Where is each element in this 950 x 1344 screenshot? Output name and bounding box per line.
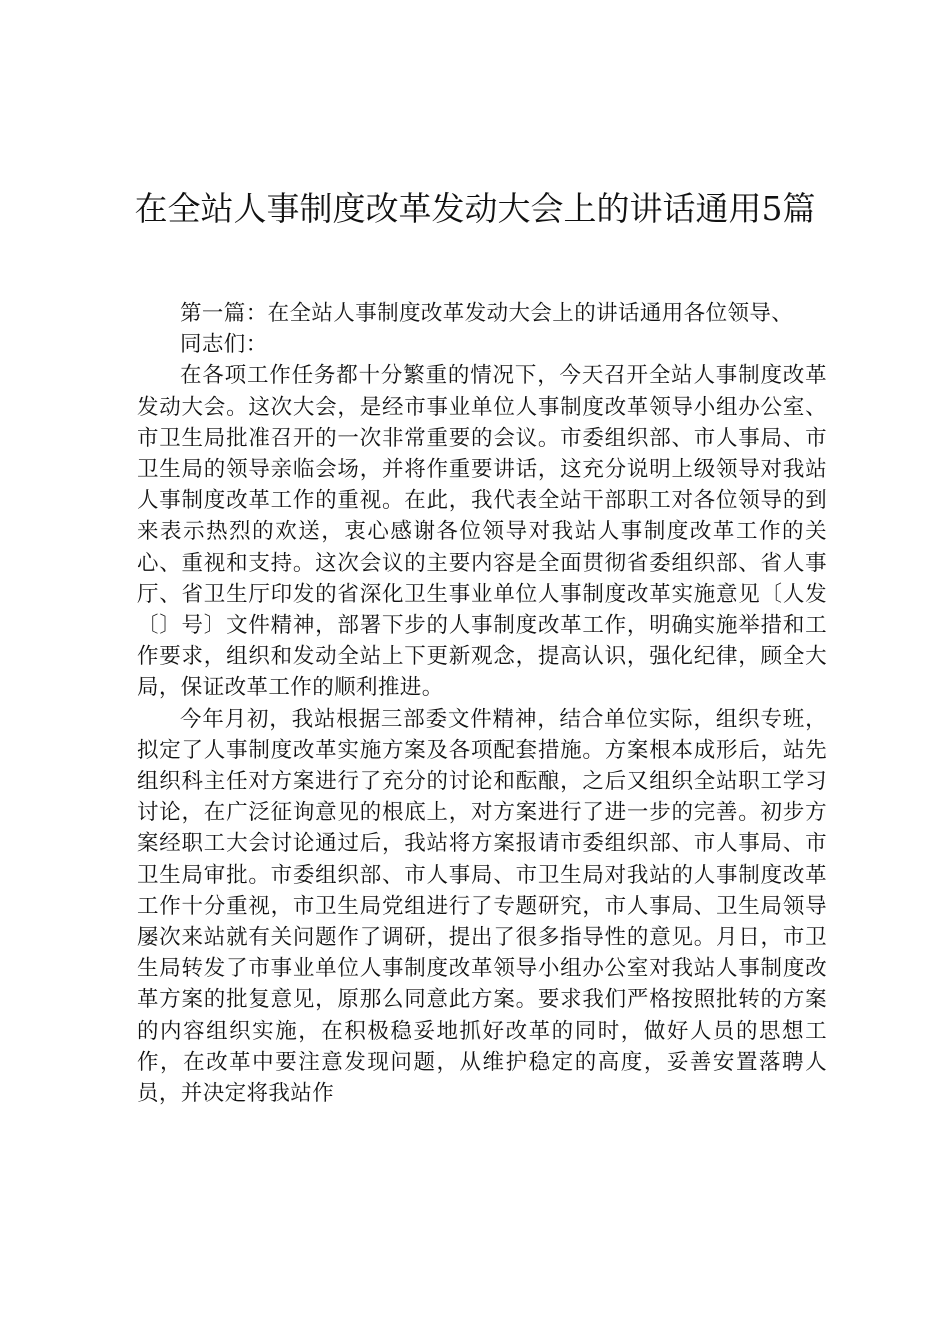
document-title: 在全站人事制度改革发动大会上的讲话通用5篇 <box>134 189 816 228</box>
paragraph-salutation: 同志们： <box>180 332 268 358</box>
document-body <box>137 298 827 1109</box>
paragraph-background: 今年月初，我站根据三部委文件精神，结合单位实际，组织专班，拟定了人事制度改革实施方案及各项配套措施。方案根本成形后，站先组织科主任对方案进行了充分的讨论和酝酿，之后又组织全站职工学习讨论，在广泛征询意见的根底上，对方案进行了进一步的完善。初步方案经职工大会讨论通过后，我站将方案报请市委组织部、市人事局、市卫生局审批。市委组织部、市人事局、市卫生局对我站的人事制度改革工作十分重视，市卫生局党组进行了专题研究，市人事局、卫生局领导屡次来站就有关问题作了调研，提出了很多指导性的意见。月日，市卫生局转发了市事业单位人事制度改革领导小组办公室对我站人事制度改革方案的批复意见，原那么同意此方案。要求我们严格按照批转的方案的内容组织实施，在积极稳妥地抓好改革的同时，做好人员的思想工作，在改革中要注意发现问题，从维护稳定的高度，妥善安置落聘人员，并决定将我站作 <box>137 706 827 1107</box>
paragraph-opening: 在各项工作任务都十分繁重的情况下，今天召开全站人事制度改革发动大会。这次大会，是经市事业单位人事制度改革领导小组办公室、市卫生局批准召开的一次非常重要的会议。市委组织部、市人事局、市卫生局的领导亲临会场，并将作重要讲话，这充分说明上级领导对我站人事制度改革工作的重视。在此，我代表全站干部职工对各位领导的到来表示热烈的欢送，衷心感谢各位领导对我站人事制度改革工作的关心、重视和支持。这次会议的主要内容是全面贯彻省委组织部、省人事厅、省卫生厅印发的省深化卫生事业单位人事制度改革实施意见〔人发〔〕号〕文件精神，部署下步的人事制度改革工作，明确实施举措和工作要求，组织和发动全站上下更新观念，提高认识，强化纪律，顾全大局，保证改革工作的顺利推进。 <box>137 363 827 701</box>
paragraph-intro: 第一篇：在全站人事制度改革发动大会上的讲话通用各位领导、 <box>180 301 794 326</box>
